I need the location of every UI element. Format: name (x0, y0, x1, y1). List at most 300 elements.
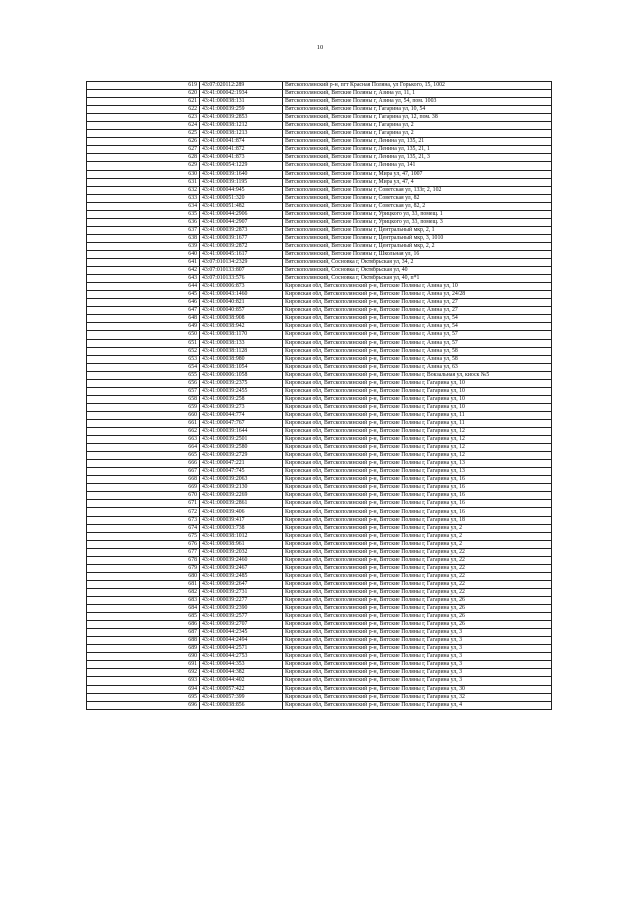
row-number-cell: 684 (87, 605, 200, 613)
cadastral-number-cell: 43:41:000057:399 (200, 693, 283, 701)
address-cell: Вятскополянский, Вятские Поляны г, Центральный мкр, 2, 2 (283, 242, 552, 250)
row-number-cell: 646 (87, 299, 200, 307)
address-cell: Кировская обл, Вятскополянский р-н, Вятские Поляны г, Гагарина ул, 22 (283, 564, 552, 572)
row-number-cell: 637 (87, 226, 200, 234)
table-row (87, 291, 552, 299)
cadastral-number-cell: 43:41:000041:872 (200, 146, 283, 154)
cadastral-number-cell: 43:41:000041:874 (200, 138, 283, 146)
address-cell: Вятскополянский, Вятские Поляны г, Советская ул, 133г, 2, 102 (283, 186, 552, 194)
row-number-cell: 642 (87, 267, 200, 275)
row-number-cell: 665 (87, 452, 200, 460)
row-number-cell: 630 (87, 170, 200, 178)
cadastral-number-cell: 43:41:000039:2277 (200, 597, 283, 605)
address-cell: Кировская обл, Вятскополянский р-н, Вятские Поляны г, Азина ул, 27 (283, 299, 552, 307)
cadastral-number-cell: 43:41:000044:353 (200, 661, 283, 669)
row-number-cell: 689 (87, 645, 200, 653)
table-row (87, 597, 552, 605)
table-row (87, 218, 552, 226)
address-cell: Вятскополянский, Вятские Поляны г, Азина ул, 54, пом. 1003 (283, 98, 552, 106)
address-cell: Кировская обл, Вятскополянский р-н, Вятские Поляны г, Гагарина ул, 32 (283, 693, 552, 701)
cadastral-number-cell: 43:41:000038:1054 (200, 363, 283, 371)
cadastral-number-cell: 43:07:010133:576 (200, 275, 283, 283)
address-cell: Вятскополянский, Вятские Поляны г, Гагарина ул, 10, 54 (283, 106, 552, 114)
cadastral-number-cell: 43:41:000039:273 (200, 403, 283, 411)
row-number-cell: 677 (87, 548, 200, 556)
table-row (87, 677, 552, 685)
table-row (87, 419, 552, 427)
address-cell: Кировская обл, Вятскополянский р-н, Вятские Поляны г, Гагарина ул, 12 (283, 428, 552, 436)
address-cell: Кировская обл, Вятскополянский р-н, Вятские Поляны г, Азина ул, 58 (283, 355, 552, 363)
address-cell: Кировская обл, Вятскополянский р-н, Вятские Поляны г, Гагарина ул, 2 (283, 524, 552, 532)
address-cell: Кировская обл, Вятскополянский р-н, Вятские Поляны г, Гагарина ул, 3 (283, 629, 552, 637)
table-row (87, 202, 552, 210)
cadastral-number-cell: 43:41:000039:2731 (200, 588, 283, 596)
cadastral-number-cell: 43:41:000038:1012 (200, 532, 283, 540)
cadastral-number-cell: 43:41:000042:1934 (200, 90, 283, 98)
address-cell: Вятскополянский, Вятские Поляны г, Урицкого ул, 33, помещ. 1 (283, 210, 552, 218)
cadastral-number-cell: 43:41:000038:856 (200, 701, 283, 709)
table-row (87, 331, 552, 339)
table-row (87, 315, 552, 323)
table-row (87, 532, 552, 540)
table-row (87, 460, 552, 468)
address-cell: Кировская обл, Вятскополянский р-н, Вятские Поляны г, Гагарина ул, 11 (283, 411, 552, 419)
row-number-cell: 627 (87, 146, 200, 154)
table-row (87, 242, 552, 250)
table-row (87, 645, 552, 653)
address-cell: Кировская обл, Вятскополянский р-н, Вятские Поляны г, Гагарина ул, 22 (283, 580, 552, 588)
table-row (87, 411, 552, 419)
table-row (87, 283, 552, 291)
address-cell: Кировская обл, Вятскополянский р-н, Вятские Поляны г, Гагарина ул, 3 (283, 645, 552, 653)
cadastral-number-cell: 43:41:000044:402 (200, 677, 283, 685)
table-row (87, 387, 552, 395)
table-row (87, 347, 552, 355)
address-cell: Кировская обл, Вятскополянский р-н, Вятские Поляны г, Азина ул, 54 (283, 315, 552, 323)
address-cell: Кировская обл, Вятскополянский р-н, Вятские Поляны г, Азина ул, 57 (283, 339, 552, 347)
address-cell: Кировская обл, Вятскополянский р-н, Вятские Поляны г, Гагарина ул, 12 (283, 452, 552, 460)
address-cell: Вятскополянский, Вятские Поляны г, Центральный мкр, 3, 1010 (283, 234, 552, 242)
cadastral-number-cell: 43:41:000039:2861 (200, 500, 283, 508)
cadastral-number-cell: 43:41:000044:2906 (200, 210, 283, 218)
address-cell: Кировская обл, Вятскополянский р-н, Вятские Поляны г, Гагарина ул, 3 (283, 677, 552, 685)
row-number-cell: 636 (87, 218, 200, 226)
page-number: 10 (316, 44, 324, 51)
address-cell: Вятскополянский, Вятские Поляны г, Гагарина ул, 2 (283, 130, 552, 138)
table-row (87, 146, 552, 154)
cadastral-number-cell: 43:41:000044:382 (200, 669, 283, 677)
table-row (87, 299, 552, 307)
address-cell: Кировская обл, Вятскополянский р-н, Вятские Поляны г, Гагарина ул, 10 (283, 379, 552, 387)
cadastral-number-cell: 43:41:000039:2485 (200, 572, 283, 580)
address-cell: Кировская обл, Вятскополянский р-н, Вятские Поляны г, Гагарина ул, 3 (283, 653, 552, 661)
table-row (87, 637, 552, 645)
cadastral-number-cell: 43:41:000038:961 (200, 540, 283, 548)
table-row (87, 613, 552, 621)
cadastral-number-cell: 43:41:000038:133 (200, 339, 283, 347)
cadastral-number-cell: 43:41:000039:2580 (200, 444, 283, 452)
table-row (87, 307, 552, 315)
row-number-cell: 654 (87, 363, 200, 371)
cadastral-number-cell: 43:41:000039:2853 (200, 114, 283, 122)
cadastral-number-cell: 43:41:000038:1128 (200, 347, 283, 355)
row-number-cell: 687 (87, 629, 200, 637)
row-number-cell: 655 (87, 371, 200, 379)
row-number-cell: 692 (87, 669, 200, 677)
address-cell: Кировская обл, Вятскополянский р-н, Вятские Поляны г, Гагарина ул, 10 (283, 387, 552, 395)
cadastral-number-cell: 43:41:000039:1677 (200, 234, 283, 242)
cadastral-number-cell: 43:41:000054:1229 (200, 162, 283, 170)
table-row (87, 476, 552, 484)
row-number-cell: 634 (87, 202, 200, 210)
cadastral-number-cell: 43:41:000044:774 (200, 411, 283, 419)
address-cell: Кировская обл, Вятскополянский р-н, Вятские Поляны г, Гагарина ул, 12 (283, 444, 552, 452)
address-cell: Кировская обл, Вятскополянский р-н, Вятские Поляны г, Гагарина ул, 16 (283, 484, 552, 492)
cadastral-number-cell: 43:41:000003:738 (200, 524, 283, 532)
row-number-cell: 652 (87, 347, 200, 355)
address-cell: Вятскополянский, Вятские Поляны г, Ленина ул, 135, 21 (283, 138, 552, 146)
row-number-cell: 691 (87, 661, 200, 669)
property-register-table (86, 81, 552, 710)
row-number-cell: 671 (87, 500, 200, 508)
cadastral-number-cell: 43:41:000039:417 (200, 516, 283, 524)
row-number-cell: 631 (87, 178, 200, 186)
address-cell: Кировская обл, Вятскополянский р-н, Вятские Поляны г, Гагарина ул, 22 (283, 548, 552, 556)
table-row (87, 653, 552, 661)
address-cell: Кировская обл, Вятскополянский р-н, Вятские Поляны г, Азина ул, 63 (283, 363, 552, 371)
cadastral-number-cell: 43:41:000057:422 (200, 685, 283, 693)
table-row (87, 588, 552, 596)
row-number-cell: 672 (87, 508, 200, 516)
table-row (87, 492, 552, 500)
row-number-cell: 679 (87, 564, 200, 572)
cadastral-number-cell: 43:41:000040:857 (200, 307, 283, 315)
cadastral-number-cell: 43:41:000051:482 (200, 202, 283, 210)
row-number-cell: 657 (87, 387, 200, 395)
row-number-cell: 674 (87, 524, 200, 532)
table-row (87, 267, 552, 275)
table-row (87, 339, 552, 347)
cadastral-number-cell: 43:41:000039:2873 (200, 226, 283, 234)
table-row (87, 661, 552, 669)
address-cell: Вятскополянский, Вятские Поляны г, Ленина ул, 135, 21, 3 (283, 154, 552, 162)
row-number-cell: 660 (87, 411, 200, 419)
row-number-cell: 675 (87, 532, 200, 540)
address-cell: Кировская обл, Вятскополянский р-н, Вятские Поляны г, Гагарина ул, 10 (283, 395, 552, 403)
table-row (87, 669, 552, 677)
table-row (87, 444, 552, 452)
row-number-cell: 649 (87, 323, 200, 331)
row-number-cell: 682 (87, 588, 200, 596)
address-cell: Кировская обл, Вятскополянский р-н, Вятские Поляны г, Гагарина ул, 22 (283, 556, 552, 564)
row-number-cell: 683 (87, 597, 200, 605)
row-number-cell: 664 (87, 444, 200, 452)
address-cell: Вятскополянский, Вятские Поляны г, Ленина ул, 141 (283, 162, 552, 170)
cadastral-number-cell: 43:41:000039:2375 (200, 379, 283, 387)
cadastral-number-cell: 43:41:000038:131 (200, 98, 283, 106)
address-cell: Кировская обл, Вятскополянский р-н, Вятские Поляны г, Азина ул, 57 (283, 331, 552, 339)
cadastral-number-cell: 43:41:000038:1213 (200, 130, 283, 138)
address-cell: Кировская обл, Вятскополянский р-н, Вятские Поляны г, Гагарина ул, 3 (283, 661, 552, 669)
table-row (87, 250, 552, 258)
row-number-cell: 663 (87, 436, 200, 444)
table-row (87, 436, 552, 444)
row-number-cell: 651 (87, 339, 200, 347)
row-number-cell: 669 (87, 484, 200, 492)
row-number-cell: 645 (87, 291, 200, 299)
cadastral-number-cell: 43:41:000039:2467 (200, 564, 283, 572)
row-number-cell: 628 (87, 154, 200, 162)
address-cell: Вятскополянский, Вятские Поляны г, Гагарина ул, 12, пом. 38 (283, 114, 552, 122)
address-cell: Вятскополянский, Вятские Поляны г, Гагарина ул, 2 (283, 122, 552, 130)
address-cell: Вятскополянский, Вятские Поляны г, Азина ул, 11, 1 (283, 90, 552, 98)
table-row (87, 122, 552, 130)
table-row (87, 114, 552, 122)
address-cell: Кировская обл, Вятскополянский р-н, Вятские Поляны г, Гагарина ул, 4 (283, 701, 552, 709)
cadastral-number-cell: 43:41:000006:873 (200, 283, 283, 291)
table-row (87, 484, 552, 492)
cadastral-number-cell: 43:41:000039:2063 (200, 476, 283, 484)
address-cell: Кировская обл, Вятскополянский р-н, Вятские Поляны г, Азина ул, 58 (283, 347, 552, 355)
address-cell: Кировская обл, Вятскополянский р-н, Вятские Поляны г, Азина ул, 54 (283, 323, 552, 331)
address-cell: Кировская обл, Вятскополянский р-н, Вятские Поляны г, Гагарина ул, 26 (283, 613, 552, 621)
address-cell: Кировская обл, Вятскополянский р-н, Вятские Поляны г, Гагарина ул, 13 (283, 468, 552, 476)
table-row (87, 556, 552, 564)
cadastral-number-cell: 43:41:000039:2729 (200, 452, 283, 460)
table-row (87, 693, 552, 701)
row-number-cell: 650 (87, 331, 200, 339)
row-number-cell: 644 (87, 283, 200, 291)
cadastral-number-cell: 43:41:000039:2032 (200, 548, 283, 556)
cadastral-number-cell: 43:41:000039:2872 (200, 242, 283, 250)
cadastral-number-cell: 43:41:000038:1170 (200, 331, 283, 339)
row-number-cell: 695 (87, 693, 200, 701)
address-cell: Вятскополянский, Вятские Поляны г, Мира ул, 47, 1007 (283, 170, 552, 178)
address-cell: Вятскополянский, Вятские Поляны г, Школьная ул, 16 (283, 250, 552, 258)
cadastral-number-cell: 43:41:000039:2577 (200, 613, 283, 621)
cadastral-number-cell: 43:41:000044:2494 (200, 637, 283, 645)
row-number-cell: 641 (87, 259, 200, 267)
table-row (87, 500, 552, 508)
cadastral-number-cell: 43:41:000039:406 (200, 508, 283, 516)
address-cell: Кировская обл, Вятскополянский р-н, Вятские Поляны г, Гагарина ул, 22 (283, 572, 552, 580)
row-number-cell: 648 (87, 315, 200, 323)
row-number-cell: 673 (87, 516, 200, 524)
address-cell: Вятскополянский, Вятские Поляны г, Ленина ул, 135, 21, 1 (283, 146, 552, 154)
address-cell: Кировская обл, Вятскополянский р-н, Вятские Поляны г, Гагарина ул, 16 (283, 500, 552, 508)
table-row (87, 226, 552, 234)
cadastral-number-cell: 43:41:000039:1644 (200, 428, 283, 436)
address-cell: Вятскополянский р-н, пгт Красная Поляна, ул Горького, 15, 1002 (283, 82, 552, 90)
address-cell: Кировская обл, Вятскополянский р-н, Вятские Поляны г, Гагарина ул, 10 (283, 403, 552, 411)
cadastral-number-cell: 43:41:000006:1058 (200, 371, 283, 379)
table-row (87, 355, 552, 363)
table-row (87, 138, 552, 146)
address-cell: Вятскополянский, Вятские Поляны г, Центральный мкр, 2, 1 (283, 226, 552, 234)
table-row (87, 363, 552, 371)
row-number-cell: 670 (87, 492, 200, 500)
row-number-cell: 662 (87, 428, 200, 436)
row-number-cell: 633 (87, 194, 200, 202)
row-number-cell: 647 (87, 307, 200, 315)
row-number-cell: 658 (87, 395, 200, 403)
table-row (87, 452, 552, 460)
row-number-cell: 668 (87, 476, 200, 484)
cadastral-number-cell: 43:41:000038:1212 (200, 122, 283, 130)
row-number-cell: 680 (87, 572, 200, 580)
address-cell: Кировская обл, Вятскополянский р-н, Вятские Поляны г, Гагарина ул, 26 (283, 597, 552, 605)
cadastral-number-cell: 43:41:000039:2460 (200, 556, 283, 564)
address-cell: Кировская обл, Вятскополянский р-н, Вятские Поляны г, Гагарина ул, 13 (283, 460, 552, 468)
row-number-cell: 639 (87, 242, 200, 250)
table-row (87, 194, 552, 202)
address-cell: Вятскополянский, Вятские Поляны г, Советская ул, 82 (283, 194, 552, 202)
row-number-cell: 640 (87, 250, 200, 258)
table-row (87, 548, 552, 556)
row-number-cell: 620 (87, 90, 200, 98)
cadastral-number-cell: 43:41:000039:2647 (200, 580, 283, 588)
cadastral-number-cell: 43:41:000047:745 (200, 468, 283, 476)
address-cell: Кировская обл, Вятскополянский р-н, Вятские Поляны г, Гагарина ул, 22 (283, 588, 552, 596)
row-number-cell: 694 (87, 685, 200, 693)
cadastral-number-cell: 43:41:000044:2571 (200, 645, 283, 653)
address-cell: Кировская обл, Вятскополянский р-н, Вятские Поляны г, Гагарина ул, 12 (283, 436, 552, 444)
cadastral-number-cell: 43:41:000039:2707 (200, 621, 283, 629)
table-row (87, 629, 552, 637)
row-number-cell: 621 (87, 98, 200, 106)
register-table-body (87, 82, 552, 710)
table-row (87, 210, 552, 218)
table-row (87, 524, 552, 532)
row-number-cell: 688 (87, 637, 200, 645)
address-cell: Вятскополянский, Вятские Поляны г, Советская ул, 82, 2 (283, 202, 552, 210)
row-number-cell: 632 (87, 186, 200, 194)
address-cell: Вятскополянский, Вятские Поляны г, Урицкого ул, 33, помещ. 3 (283, 218, 552, 226)
address-cell: Вятскополянский, Сосновка г, Октябрьская ул, 40 (283, 267, 552, 275)
row-number-cell: 678 (87, 556, 200, 564)
row-number-cell: 661 (87, 419, 200, 427)
address-cell: Кировская обл, Вятскополянский р-н, Вятские Поляны г, Вокзальная ул, киоск №5 (283, 371, 552, 379)
cadastral-number-cell: 43:41:000041:873 (200, 154, 283, 162)
cadastral-number-cell: 43:41:000039:259 (200, 106, 283, 114)
table-row (87, 508, 552, 516)
cadastral-number-cell: 43:41:000039:2390 (200, 605, 283, 613)
table-row (87, 371, 552, 379)
table-row (87, 605, 552, 613)
address-cell: Кировская обл, Вятскополянский р-н, Вятские Поляны г, Гагарина ул, 3 (283, 637, 552, 645)
row-number-cell: 656 (87, 379, 200, 387)
cadastral-number-cell: 43:07:010134:2329 (200, 259, 283, 267)
row-number-cell: 622 (87, 106, 200, 114)
address-cell: Кировская обл, Вятскополянский р-н, Вятские Поляны г, Гагарина ул, 26 (283, 621, 552, 629)
row-number-cell: 626 (87, 138, 200, 146)
row-number-cell: 690 (87, 653, 200, 661)
table-row (87, 621, 552, 629)
address-cell: Кировская обл, Вятскополянский р-н, Вятские Поляны г, Гагарина ул, 2 (283, 532, 552, 540)
address-cell: Вятскополянский, Сосновка г, Октябрьская ул, 40, п*1 (283, 275, 552, 283)
address-cell: Кировская обл, Вятскополянский р-н, Вятские Поляны г, Гагарина ул, 16 (283, 492, 552, 500)
table-row (87, 540, 552, 548)
table-row (87, 178, 552, 186)
table-row (87, 580, 552, 588)
table-row (87, 234, 552, 242)
cadastral-number-cell: 43:41:000039:2455 (200, 387, 283, 395)
table-row (87, 154, 552, 162)
table-row (87, 98, 552, 106)
table-row (87, 468, 552, 476)
cadastral-number-cell: 43:41:000039:2130 (200, 484, 283, 492)
cadastral-number-cell: 43:41:000044:2907 (200, 218, 283, 226)
row-number-cell: 624 (87, 122, 200, 130)
row-number-cell: 676 (87, 540, 200, 548)
address-cell: Кировская обл, Вятскополянский р-н, Вятские Поляны г, Гагарина ул, 11 (283, 419, 552, 427)
row-number-cell: 686 (87, 621, 200, 629)
cadastral-number-cell: 43:07:020112:289 (200, 82, 283, 90)
cadastral-number-cell: 43:41:000044:2753 (200, 653, 283, 661)
row-number-cell: 667 (87, 468, 200, 476)
cadastral-number-cell: 43:41:000045:1617 (200, 250, 283, 258)
cadastral-number-cell: 43:41:000044:945 (200, 186, 283, 194)
table-row (87, 259, 552, 267)
table-row (87, 516, 552, 524)
row-number-cell: 653 (87, 355, 200, 363)
table-row (87, 701, 552, 709)
cadastral-number-cell: 43:41:000039:2269 (200, 492, 283, 500)
cadastral-number-cell: 43:41:000051:320 (200, 194, 283, 202)
address-cell: Вятскополянский, Сосновка г, Октябрьская ул, 34, 2 (283, 259, 552, 267)
row-number-cell: 685 (87, 613, 200, 621)
address-cell: Кировская обл, Вятскополянский р-н, Вятские Поляны г, Азина ул, 24/28 (283, 291, 552, 299)
table-row (87, 379, 552, 387)
cadastral-number-cell: 43:41:000038:980 (200, 355, 283, 363)
row-number-cell: 696 (87, 701, 200, 709)
cadastral-number-cell: 43:07:010133:807 (200, 267, 283, 275)
row-number-cell: 643 (87, 275, 200, 283)
address-cell: Кировская обл, Вятскополянский р-н, Вятские Поляны г, Гагарина ул, 16 (283, 508, 552, 516)
table-row (87, 428, 552, 436)
row-number-cell: 659 (87, 403, 200, 411)
address-cell: Кировская обл, Вятскополянский р-н, Вятские Поляны г, Гагарина ул, 30 (283, 685, 552, 693)
row-number-cell: 625 (87, 130, 200, 138)
table-row (87, 572, 552, 580)
cadastral-number-cell: 43:41:000040:821 (200, 299, 283, 307)
cadastral-number-cell: 43:41:000039:1195 (200, 178, 283, 186)
address-cell: Кировская обл, Вятскополянский р-н, Вятские Поляны г, Гагарина ул, 2 (283, 540, 552, 548)
row-number-cell: 635 (87, 210, 200, 218)
table-row (87, 403, 552, 411)
cadastral-number-cell: 43:41:000044:2345 (200, 629, 283, 637)
table-row (87, 186, 552, 194)
row-number-cell: 619 (87, 82, 200, 90)
cadastral-number-cell: 43:41:000043:1460 (200, 291, 283, 299)
row-number-cell: 666 (87, 460, 200, 468)
cadastral-number-cell: 43:41:000039:2501 (200, 436, 283, 444)
address-cell: Кировская обл, Вятскополянский р-н, Вятские Поляны г, Гагарина ул, 3 (283, 669, 552, 677)
row-number-cell: 623 (87, 114, 200, 122)
table-row (87, 564, 552, 572)
table-row (87, 685, 552, 693)
cadastral-number-cell: 43:41:000038:908 (200, 315, 283, 323)
address-cell: Вятскополянский, Вятские Поляны г, Мира ул, 47, 4 (283, 178, 552, 186)
cadastral-number-cell: 43:41:000039:258 (200, 395, 283, 403)
table-row (87, 90, 552, 98)
table-row (87, 106, 552, 114)
address-cell: Кировская обл, Вятскополянский р-н, Вятские Поляны г, Гагарина ул, 16 (283, 476, 552, 484)
cadastral-number-cell: 43:41:000047:767 (200, 419, 283, 427)
table-row (87, 323, 552, 331)
row-number-cell: 629 (87, 162, 200, 170)
table-row (87, 275, 552, 283)
